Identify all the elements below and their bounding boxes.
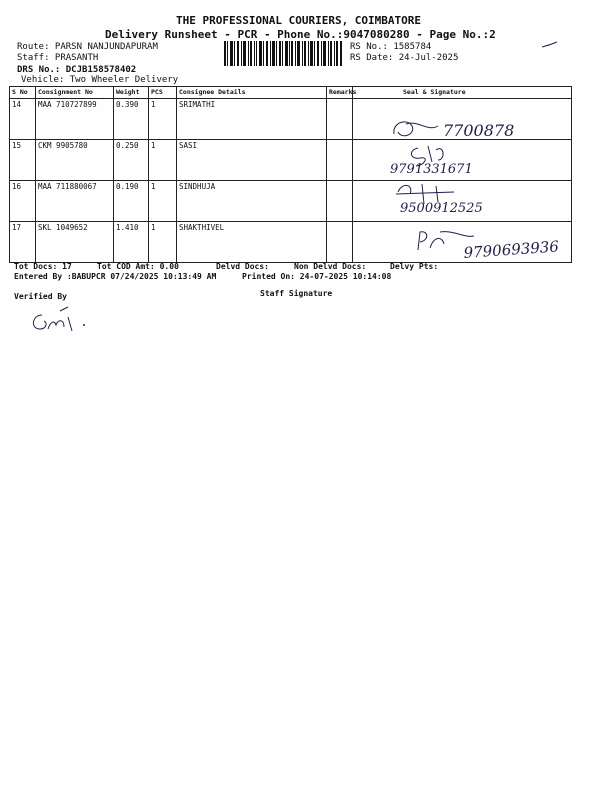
- signature-row-16: [392, 180, 562, 224]
- signature-row-17: [414, 228, 584, 272]
- cell-weight: 0.390: [114, 99, 149, 140]
- cell-consignment: MAA 711880067: [36, 181, 114, 222]
- delivered-docs: Delvd Docs:: [216, 262, 269, 271]
- cell-pcs: 1: [149, 140, 177, 181]
- delivery-points: Delvy Pts:: [390, 262, 439, 271]
- signature-row-15: [388, 140, 558, 184]
- cell-consignee: SHAKTHIVEL: [177, 222, 327, 263]
- verified-by-label: Verified By: [14, 292, 67, 301]
- cell-consignee: SINDHUJA: [177, 181, 327, 222]
- cell-weight: 0.190: [114, 181, 149, 222]
- cell-consignment: CKM 9905780: [36, 140, 114, 181]
- cell-pcs: 1: [149, 222, 177, 263]
- cell-sno: 16: [10, 181, 36, 222]
- entered-by: Entered By :BABUPCR 07/24/2025 10:13:49 AM: [14, 272, 217, 281]
- signature-phone-text: 7700878: [443, 121, 515, 140]
- route-label: Route: PARSN NANJUNDAPURAM: [17, 42, 158, 52]
- cell-weight: 1.410: [114, 222, 149, 263]
- col-pcs-header: PCS: [149, 87, 177, 99]
- cell-sno: 17: [10, 222, 36, 263]
- total-docs: Tot Docs: 17: [14, 262, 72, 271]
- vehicle-label: Vehicle: Two Wheeler Delivery: [21, 75, 179, 85]
- table-header-row: [10, 87, 572, 99]
- cell-sno: 15: [10, 140, 36, 181]
- cell-pcs: 1: [149, 181, 177, 222]
- col-consignment-header: Consignment No: [36, 87, 114, 99]
- non-delivered-docs: Non Delvd Docs:: [294, 262, 367, 271]
- verifier-initials-signature: [28, 305, 98, 335]
- cell-consignment: SKL 1049652: [36, 222, 114, 263]
- signature-phone-text: 9790693936: [463, 237, 560, 262]
- cell-sno: 14: [10, 99, 36, 140]
- company-title: THE PROFESSIONAL COURIERS, COIMBATORE: [176, 14, 422, 27]
- signature-phone-text: 9500912525: [400, 201, 483, 216]
- staff-signature-label: Staff Signature: [260, 289, 333, 298]
- staff-label: Staff: PRASANTH: [17, 53, 99, 63]
- cell-remarks: [327, 99, 353, 140]
- col-sno-header: S No: [10, 87, 36, 99]
- cell-consignee: SASI: [177, 140, 327, 181]
- col-signature-header: Seal & Signature: [353, 87, 572, 99]
- cell-weight: 0.250: [114, 140, 149, 181]
- cell-remarks: [327, 181, 353, 222]
- cell-remarks: [327, 140, 353, 181]
- signature-phone-text: 9791331671: [390, 162, 473, 177]
- rs-date: RS Date: 24-Jul-2025: [350, 53, 459, 63]
- col-remarks-header: Remarks: [327, 87, 353, 99]
- runsheet-subtitle: Delivery Runsheet - PCR - Phone No.:9047080280 - Page No.:2: [105, 28, 496, 41]
- cell-pcs: 1: [149, 99, 177, 140]
- col-consignee-header: Consignee Details: [177, 87, 327, 99]
- pen-mark-icon: [540, 40, 560, 50]
- total-cod-amount: Tot COD Amt: 0.00: [97, 262, 179, 271]
- cell-consignee: SRIMATHI: [177, 99, 327, 140]
- col-weight-header: Weight: [114, 87, 149, 99]
- rs-number: RS No.: 1585784: [350, 42, 432, 52]
- cell-consignment: MAA 710727899: [36, 99, 114, 140]
- barcode: [224, 41, 342, 66]
- cell-remarks: [327, 222, 353, 263]
- drs-number: DRS No.: DCJB158578402: [17, 65, 137, 75]
- printed-on: Printed On: 24-07-2025 10:14:08: [242, 272, 392, 281]
